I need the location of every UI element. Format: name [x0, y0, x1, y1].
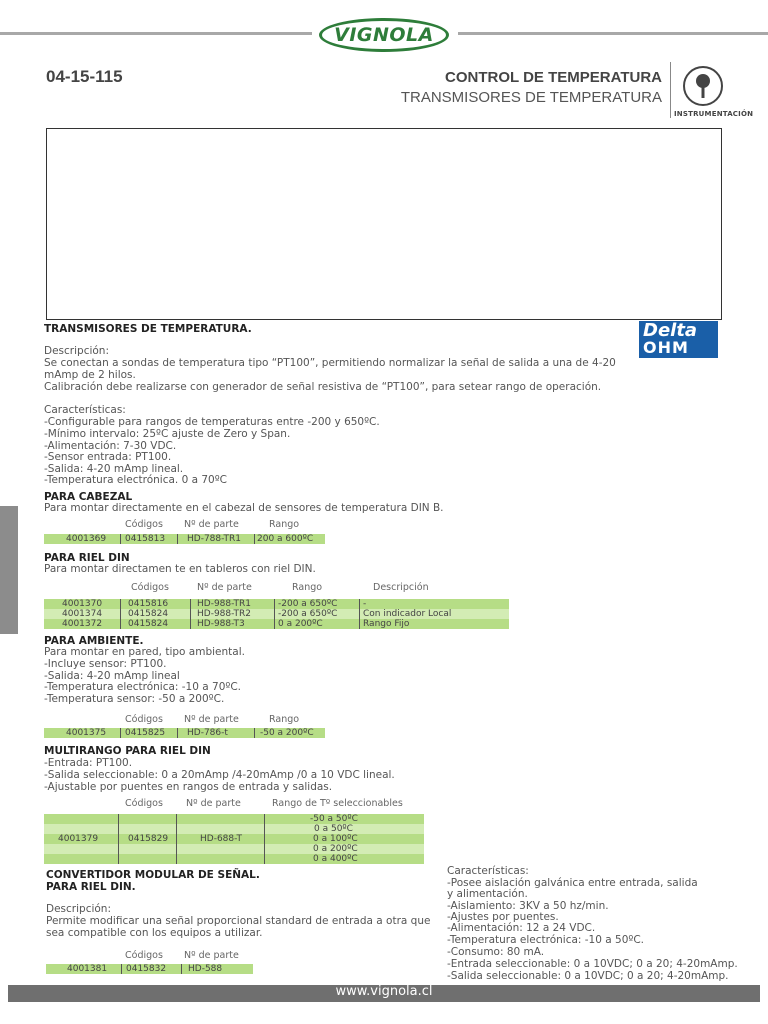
cell-border	[121, 964, 122, 974]
side-tab	[0, 506, 18, 634]
convertidor-char-line: -Consumo: 80 mA.	[447, 946, 545, 958]
table-cell: 4001381	[67, 964, 108, 974]
table-row	[44, 854, 424, 864]
table-cell: 4001369	[66, 534, 107, 544]
brand-name: VIGNOLA	[334, 24, 434, 46]
thermometer-icon	[683, 66, 723, 106]
table-cell: HD-688-T	[200, 834, 243, 844]
table-cell: 0415813	[125, 534, 166, 544]
convertidor-char-label: Características:	[447, 865, 529, 877]
table-cell: 4001375	[66, 728, 107, 738]
delta-ohm-line1: Delta	[643, 320, 698, 341]
intro-char-line: -Alimentación: 7-30 VDC.	[44, 440, 177, 452]
table-row	[44, 814, 424, 824]
convertidor-desc-label: Descripción:	[46, 903, 111, 915]
table-row	[44, 619, 509, 629]
intro-desc-line: Se conectan a sondas de temperatura tipo “PT100”, permitiendo normalizar la señal de salida a una de 4-20	[44, 357, 616, 369]
table-cell: 4001370	[62, 599, 103, 609]
table-cell: 4001372	[62, 619, 103, 629]
table-cell: 0415824	[128, 609, 169, 619]
col-header-parte: Nº de parte	[184, 714, 239, 725]
cabezal-heading: PARA CABEZAL	[44, 491, 133, 503]
ambiente-line: -Salida: 4-20 mAmp lineal	[44, 670, 180, 682]
riel-line: Para montar directamen te en tableros con riel DIN.	[44, 563, 316, 575]
col-header-codigos: Códigos	[125, 950, 163, 961]
convertidor-char-line: -Aislamiento: 3KV a 50 hz/min.	[447, 900, 609, 912]
table-cell: Con indicador Local	[363, 609, 452, 619]
table-cell: -200 a 650ºC	[278, 599, 338, 609]
multirango-line: -Entrada: PT100.	[44, 757, 133, 769]
table-cell: 0415816	[128, 599, 169, 609]
intro-char-line: -Temperatura electrónica. 0 a 70ºC	[44, 474, 228, 486]
convertidor-desc-line: Permite modificar una señal proporcional standard de entrada a otra que	[46, 915, 431, 927]
intro-char-label: Características:	[44, 404, 126, 416]
multirango-line: -Salida seleccionable: 0 a 20mAmp /4-20mAmp /0 a 10 VDC lineal.	[44, 769, 395, 781]
table-cell: Rango Fijo	[363, 619, 410, 629]
ambiente-line: -Temperatura sensor: -50 a 200ºC.	[44, 693, 225, 705]
table-cell: 200 a 600ºC	[257, 534, 314, 544]
header-rule-right	[458, 32, 768, 35]
table-row	[44, 844, 424, 854]
cell-border	[177, 534, 178, 544]
col-header-codigos: Códigos	[125, 798, 163, 809]
product-image-frame	[46, 128, 722, 320]
cell-border	[118, 814, 119, 864]
convertidor-char-line: -Salida seleccionable: 0 a 10VDC; 0 a 20; 4-20mAmp.	[447, 970, 729, 982]
delta-ohm-logo	[638, 320, 719, 359]
multirango-line: -Ajustable por puentes en rangos de entrada y salidas.	[44, 781, 333, 793]
riel-heading: PARA RIEL DIN	[44, 552, 130, 564]
table-cell: 0 a 200ºC	[313, 844, 358, 854]
category-label: INSTRUMENTACIÓN	[674, 110, 754, 118]
cell-border	[120, 728, 121, 738]
page-subtitle: TRANSMISORES DE TEMPERATURA	[400, 89, 662, 106]
col-header-rango: Rango	[269, 714, 300, 725]
convertidor-subheading: PARA RIEL DIN.	[46, 881, 136, 893]
header-divider	[670, 62, 671, 118]
table-cell: 0415829	[128, 834, 169, 844]
cell-border	[254, 534, 255, 544]
col-header-codigos: Códigos	[125, 714, 163, 725]
intro-char-line: -Sensor entrada: PT100.	[44, 451, 172, 463]
convertidor-char-line: -Ajustes por puentes.	[447, 911, 559, 923]
table-cell: 0 a 100ºC	[313, 834, 358, 844]
table-cell: -	[363, 599, 367, 609]
table-cell: -50 a 200ºC	[260, 728, 314, 738]
page-title: CONTROL DE TEMPERATURA	[445, 69, 662, 86]
vignola-logo	[319, 18, 449, 52]
cell-border	[177, 728, 178, 738]
convertidor-desc-line: sea compatible con los equipos a utilizar.	[46, 927, 263, 939]
table-cell: 4001379	[58, 834, 99, 844]
cell-border	[359, 599, 360, 629]
cell-border	[181, 964, 182, 974]
cell-border	[274, 599, 275, 629]
convertidor-char-line: -Entrada seleccionable: 0 a 10VDC; 0 a 20; 4-20mAmp.	[447, 958, 738, 970]
table-cell: HD-988-T3	[197, 619, 245, 629]
ambiente-heading: PARA AMBIENTE.	[44, 635, 144, 647]
cabezal-line: Para montar directamente en el cabezal de sensores de temperatura DIN B.	[44, 502, 444, 514]
table-cell: 0 a 400ºC	[313, 854, 358, 864]
table-cell: HD-588	[188, 964, 223, 974]
col-header-rango: Rango	[292, 582, 323, 593]
table-cell: 0 a 200ºC	[278, 619, 323, 629]
intro-char-line: -Mínimo intervalo: 25ºC ajuste de Zero y Span.	[44, 428, 291, 440]
convertidor-char-line: y alimentación.	[447, 888, 528, 900]
intro-desc-label: Descripción:	[44, 345, 109, 357]
table-cell: HD-988-TR2	[197, 609, 252, 619]
convertidor-heading: CONVERTIDOR MODULAR DE SEÑAL.	[46, 869, 260, 881]
cell-border	[120, 534, 121, 544]
intro-char-line: -Configurable para rangos de temperaturas entre -200 y 650ºC.	[44, 416, 380, 428]
table-row	[44, 824, 424, 834]
footer-url[interactable]: www.vignola.cl	[335, 984, 433, 999]
table-cell: 4001374	[62, 609, 103, 619]
table-cell: HD-788-TR1	[187, 534, 242, 544]
cell-border	[264, 814, 265, 864]
cell-border	[176, 814, 177, 864]
cell-border	[190, 599, 191, 629]
col-header-rango: Rango	[269, 519, 300, 530]
convertidor-char-line: -Temperatura electrónica: -10 a 50ºC.	[447, 934, 645, 946]
col-header-codigos: Códigos	[131, 582, 169, 593]
table-cell: -200 a 650ºC	[278, 609, 338, 619]
convertidor-char-line: -Alimentación: 12 a 24 VDC.	[447, 922, 596, 934]
table-cell: 0 a 50ºC	[314, 824, 353, 834]
col-header-codigos: Códigos	[125, 519, 163, 530]
col-header-parte: Nº de parte	[197, 582, 252, 593]
ambiente-line: -Temperatura electrónica: -10 a 70ºC.	[44, 681, 242, 693]
col-header-descripcion: Descripción	[373, 582, 429, 593]
header-rule-left	[0, 32, 312, 35]
table-cell: 0415825	[125, 728, 166, 738]
delta-ohm-line2: OHM	[643, 338, 689, 357]
table-cell: HD-988-TR1	[197, 599, 252, 609]
ambiente-line: Para montar en pared, tipo ambiental.	[44, 646, 245, 658]
multirango-heading: MULTIRANGO PARA RIEL DIN	[44, 745, 211, 757]
col-header-parte: Nº de parte	[186, 798, 241, 809]
table-cell: -50 a 50ºC	[310, 814, 358, 824]
table-cell: 0415832	[126, 964, 167, 974]
cell-border	[254, 728, 255, 738]
table-cell: 0415824	[128, 619, 169, 629]
col-header-parte: Nº de parte	[184, 950, 239, 961]
table-cell: HD-786-t	[187, 728, 228, 738]
intro-desc-line: mAmp de 2 hilos.	[44, 369, 136, 381]
convertidor-char-line: -Posee aislación galvánica entre entrada, salida	[447, 877, 698, 889]
ambiente-line: -Incluye sensor: PT100.	[44, 658, 167, 670]
col-header-rango-sel: Rango de Tº seleccionables	[272, 798, 403, 809]
table-row	[44, 599, 509, 609]
cell-border	[120, 599, 121, 629]
product-code: 04-15-115	[46, 67, 123, 86]
intro-char-line: -Salida: 4-20 mAmp lineal.	[44, 463, 184, 475]
intro-heading: TRANSMISORES DE TEMPERATURA.	[44, 323, 252, 335]
col-header-parte: Nº de parte	[184, 519, 239, 530]
intro-desc-line: Calibración debe realizarse con generador de señal resistiva de “PT100”, para setear rango de operación.	[44, 381, 602, 393]
